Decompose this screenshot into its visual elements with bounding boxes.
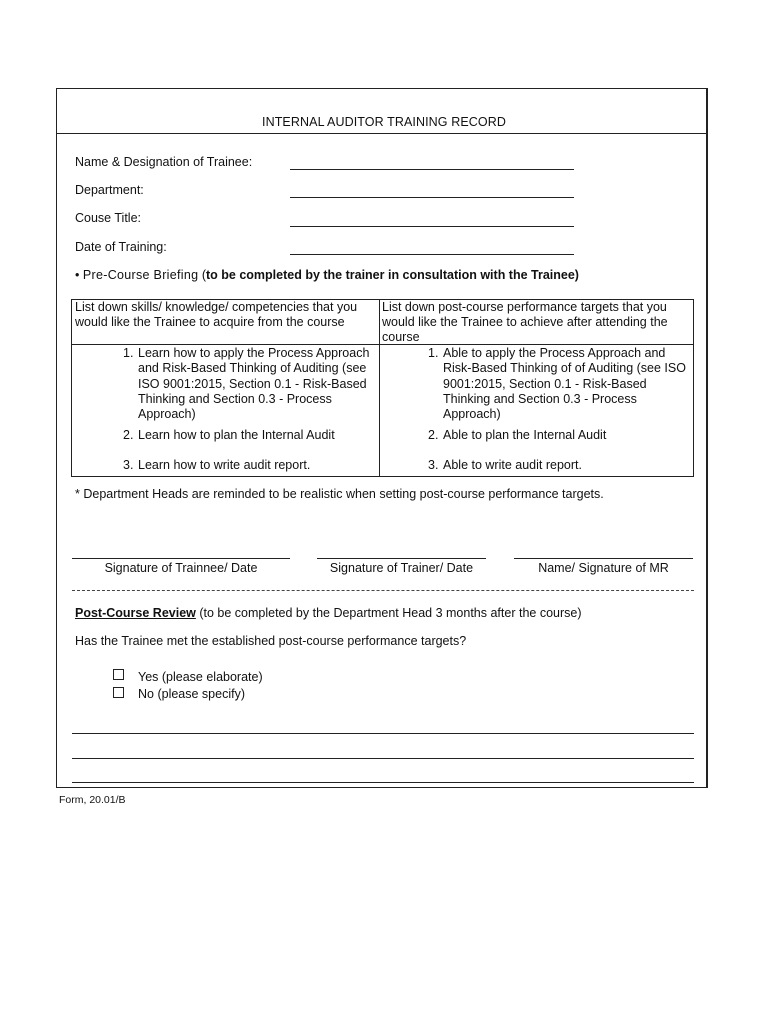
answer-line[interactable] — [72, 733, 694, 734]
item-number: 2. — [428, 428, 439, 442]
table-header-skills: List down skills/ knowledge/ competencies that you would like the Trainee to acquire from the course — [75, 300, 358, 329]
table-header-targets: List down post-course performance targets that you would like the Trainee to achieve after attending the course — [382, 300, 668, 344]
bullet-icon: • — [75, 268, 80, 282]
target-item[interactable] — [428, 428, 688, 443]
mr-signature-label: Name/ Signature of MR — [538, 561, 669, 575]
briefing-label: Pre-Course Briefing — [82, 268, 199, 282]
item-number: 3. — [428, 458, 439, 472]
training-date-field[interactable] — [290, 254, 574, 255]
mr-signature-field[interactable] — [514, 558, 693, 559]
answer-line[interactable] — [72, 782, 694, 783]
item-text: Able to plan the Internal Audit — [443, 428, 607, 442]
skills-item[interactable] — [123, 346, 378, 422]
yes-checkbox[interactable] — [113, 669, 124, 680]
form-title: INTERNAL AUDITOR TRAINING RECORD — [262, 115, 506, 129]
no-label: No (please specify) — [138, 687, 245, 701]
pre-course-briefing — [75, 268, 579, 282]
course-title-label: Couse Title: — [75, 211, 142, 225]
course-title-field[interactable] — [290, 226, 574, 227]
item-number: 2. — [123, 428, 134, 442]
item-number: 1. — [123, 346, 134, 360]
item-text: Learn how to write audit report. — [138, 458, 311, 472]
briefing-instruction: to be completed by the trainer in consultation with the Trainee) — [206, 268, 579, 282]
trainee-name-field[interactable] — [290, 169, 574, 170]
training-date-label: Date of Training: — [75, 240, 167, 254]
item-text: Learn how to apply the Process Approach and Risk-Based Thinking of Auditing (see ISO 9001:2015, Section 0.1 - Risk-Based Thinking and Section 0.3 - Process Approach) — [138, 346, 370, 422]
item-text: Able to apply the Process Approach and Risk-Based Thinking of of Auditing (see ISO 9001:2015, Section 0.1 - Risk-Based Thinking and Section 0.3 - Process Approach) — [443, 346, 686, 422]
trainee-signature-label: Signature of Trainnee/ Date — [104, 561, 258, 575]
post-course-review — [75, 606, 582, 620]
briefing-paren: ( — [201, 268, 206, 282]
table-column-divider — [379, 299, 380, 477]
no-checkbox[interactable] — [113, 687, 124, 698]
section-separator — [72, 590, 694, 591]
skills-item[interactable] — [123, 428, 378, 443]
trainer-signature-field[interactable] — [317, 558, 486, 559]
target-item[interactable] — [428, 346, 688, 422]
item-text: Learn how to plan the Internal Audit — [138, 428, 335, 442]
review-question: Has the Trainee met the established post-course performance targets? — [75, 634, 467, 648]
skills-item[interactable] — [123, 458, 378, 473]
answer-line[interactable] — [72, 758, 694, 759]
item-number: 3. — [123, 458, 134, 472]
item-number: 1. — [428, 346, 439, 360]
trainer-signature-label: Signature of Trainer/ Date — [329, 561, 474, 575]
target-item[interactable] — [428, 458, 688, 473]
trainee-signature-field[interactable] — [72, 558, 290, 559]
yes-label: Yes (please elaborate) — [138, 670, 263, 684]
department-label: Department: — [75, 183, 144, 197]
review-instruction: (to be completed by the Department Head 3 months after the course) — [195, 606, 582, 620]
review-heading: Post-Course Review — [75, 606, 196, 620]
department-field[interactable] — [290, 197, 574, 198]
trainee-name-label: Name & Designation of Trainee: — [75, 155, 253, 169]
department-heads-note: * Department Heads are reminded to be realistic when setting post-course performance targets. — [75, 487, 604, 501]
item-text: Able to write audit report. — [443, 458, 582, 472]
title-divider — [57, 133, 708, 134]
form-number: Form, 20.01/B — [59, 794, 126, 806]
